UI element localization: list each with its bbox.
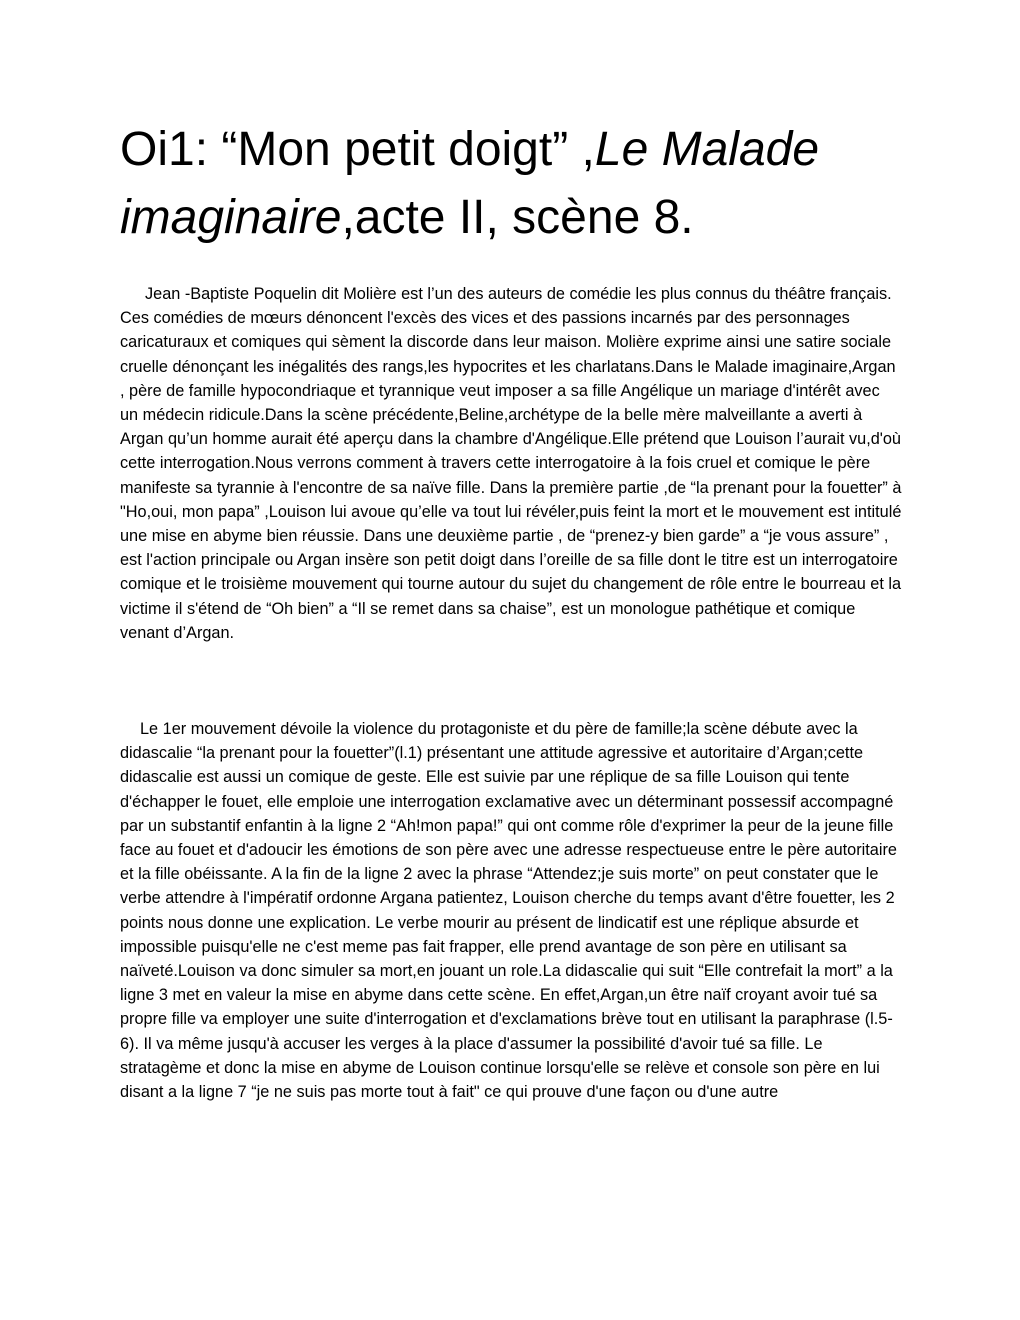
introduction-paragraph: Jean -Baptiste Poquelin dit Molière est l’un des auteurs de comédie les plus connus du théâtre français. Ces comédies de mœurs dénoncent l'excès des vices et des passions incarnés par des personnages caricaturaux et comiques qui sèment la discorde dans leur maison. Molière exprime ainsi une satire sociale cruelle dénonçant les inégalités des rangs,les hypocrites et les charlatans.Dans le Malade imaginaire,Argan , père de famille hypocondriaque et tyrannique veut imposer a sa fille Angélique un mariage d'intérêt avec un médecin ridicule.Dans la scène précédente,Beline,archétype de la belle mère malveillante a averti à Argan qu’un homme aurait été aperçu dans la chambre d'Angélique.Elle prétend que Louison l’aurait vu,d'où cette interrogation.Nous verrons comment à travers cette interrogatoire à la fois cruel et comique le père manifeste sa tyrannie à l'encontre de sa naïve fille. Dans la première partie ,de “la prenant pour la fouetter” à "Ho,oui, mon papa” ,Louison lui avoue qu’elle va tout lui révéler,puis feint la mort et le mouvement est intitulé une mise en abyme bien réussie. Dans une deuxième partie , de “prenez-y bien garde” a “je vous assure” , est l'action principale ou Argan insère son petit doigt dans l’oreille de sa fille dont le titre est un interrogatoire comique et le troisième mouvement qui tourne autour du sujet du changement de rôle entre le bourreau et la victime il s'étend de “Oh bien” a “Il se remet dans sa chaise”, est un monologue pathétique et comique venant d’Argan. (120, 285, 902, 642)
document-page (120, 116, 902, 1104)
title-work-name: Le Malade imaginaire (120, 123, 820, 244)
first-movement-paragraph: Le 1er mouvement dévoile la violence du protagoniste et du père de famille;la scène débute avec la didascalie “la prenant pour la fouetter”(l.1) présentant une attitude agressive et autoritaire d’Argan;cette didascalie est aussi un comique de geste. Elle est suivie par une réplique de sa fille Louison qui tente d'échapper le fouet, elle emploie une interrogation exclamative avec un déterminant possessif accompagné par un substantif enfantin à la ligne 2 “Ah!mon papa!” qui ont comme rôle d'exprimer la peur de la jeune fille face au fouet et d'adoucir les émotions de son père avec une adresse respectueuse entre le père autoritaire et la fille obéissante. A la fin de la ligne 2 avec la phrase “Attendez;je suis morte” on peut constater que le verbe attendre à l'impératif ordonne Argana patientez, Louison cherche du temps avant d'être fouetter, les 2 points nous donne une explication. Le verbe mourir au présent de lindicatif est une réplique absurde et impossible puisqu'elle ne c'est meme pas fait frapper, elle prend avantage de son père en utilisant sa naïveté.Louison va donc simuler sa mort,en jouant un role.La didascalie qui suit “Elle contrefait la mort” a la ligne 3 met en valeur la mise en abyme dans cette scène. En effet,Argan,un être naïf croyant avoir tué sa propre fille va employer une suite d'interrogation et d'exclamations brève tout en utilisant la paraphrase (l.5-6). Il va même jusqu'à accuser les verges à la place d'assumer la possibilité d'avoir tué sa fille. Le stratagème et donc la mise en abyme de Louison continue lorsqu'elle se relève et console son père en lui disant a la ligne 7 “je ne suis pas morte tout à fait" ce qui prouve d'une façon ou d'une autre (120, 720, 897, 1102)
title-part-3: ,acte II, scène 8. (341, 191, 694, 244)
document-title (120, 116, 902, 252)
title-part-1: Oi1: “Mon petit doigt” , (120, 123, 595, 176)
